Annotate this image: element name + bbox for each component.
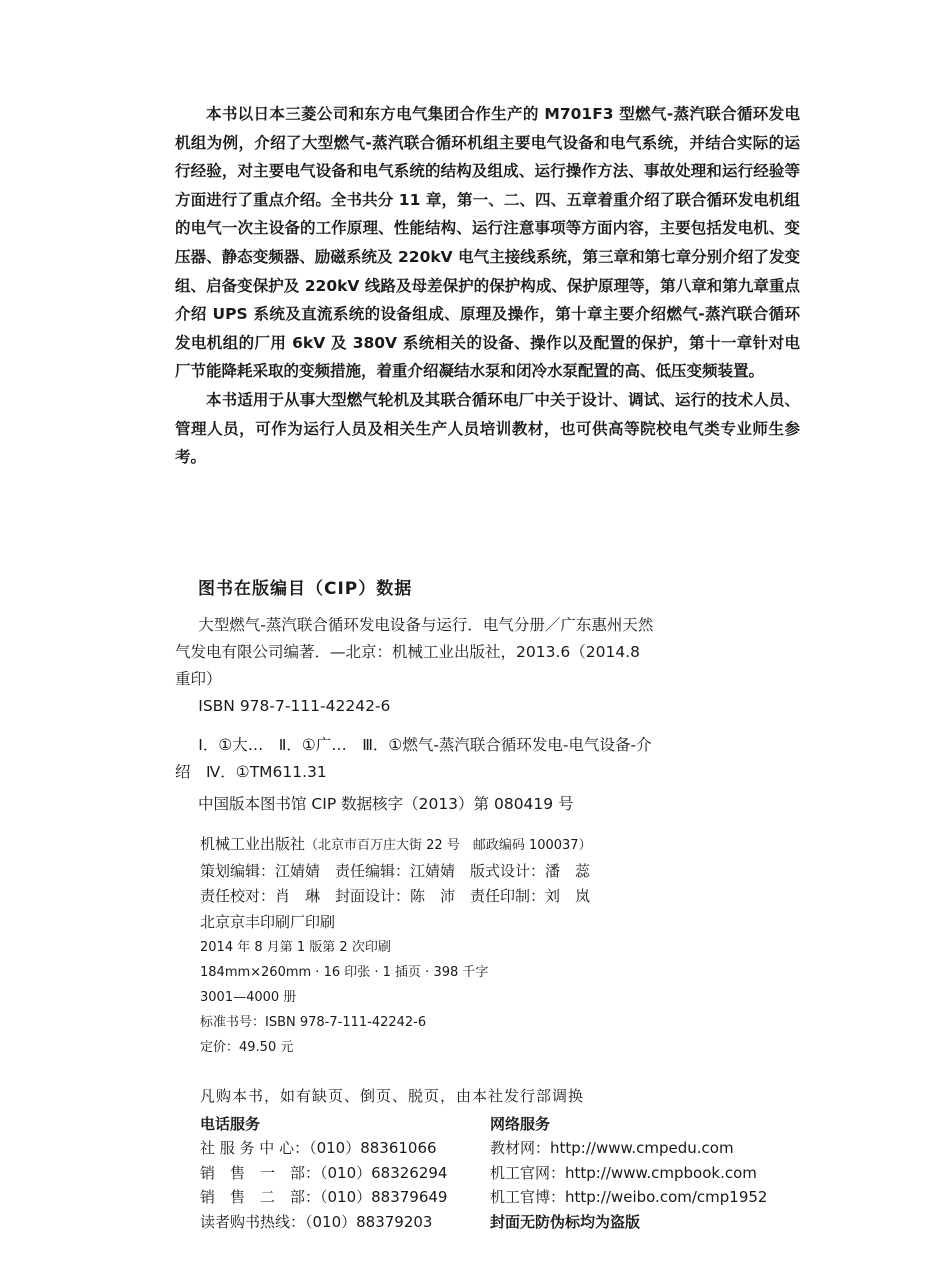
- cip-record-block: [175, 612, 655, 786]
- replacement-notice: 凡购本书，如有缺页、倒页、脱页，由本社发行部调换: [200, 1087, 585, 1105]
- service-info: [200, 1084, 840, 1234]
- copies-line: 3001—4000 册: [200, 990, 297, 1005]
- publisher-line: [200, 832, 760, 859]
- publisher-name: 机械工业出版社: [200, 835, 306, 853]
- cip-isbn: ISBN 978-7-111-42242-6: [198, 697, 391, 715]
- table-row: [200, 1185, 767, 1210]
- book-description: [175, 100, 800, 472]
- cip-record: 大型燃气-蒸汽联合循环发电设备与运行．电气分册／广东惠州天然气发电有限公司编著．—北京：机械工业出版社，2013.6（2014.8 重印）: [175, 616, 654, 688]
- service-header-row: [200, 1111, 767, 1136]
- price-line: 定价：49.50 元: [200, 1040, 294, 1055]
- printer-line: 北京京丰印刷厂印刷: [200, 912, 336, 931]
- publication-info: [200, 832, 760, 1060]
- phone-entry: 销 售 二 部：（010）88379649: [200, 1188, 448, 1207]
- proofing-line: 责任校对：肖 琳 封面设计：陈 沛 责任印制：刘 岚: [200, 887, 591, 905]
- phone-entry: 读者购书热线：（010）88379203: [200, 1212, 433, 1231]
- web-entry: 教材网：http://www.cmpedu.com: [490, 1139, 734, 1158]
- table-row: [200, 1209, 767, 1234]
- edition-line: 2014 年 8 月第 1 版第 2 次印刷: [200, 940, 391, 955]
- phone-entry: 销 售 一 部：（010）68326294: [200, 1163, 448, 1182]
- phone-service-heading: 电话服务: [200, 1114, 261, 1133]
- cip-classification: Ⅰ．①大… Ⅱ．①广… Ⅲ．①燃气-蒸汽联合循环发电-电气设备-介绍 Ⅳ．①TM611.31: [175, 736, 652, 781]
- description-paragraph-2: 本书适用于从事大型燃气轮机及其联合循环电厂中关于设计、调试、运行的技术人员、管理人员，可作为运行人员及相关生产人员培训教材，也可供高等院校电气类专业师生参考。: [175, 390, 800, 467]
- web-entry: 机工官网：http://www.cmpbook.com: [490, 1163, 757, 1182]
- table-row: [200, 1160, 767, 1185]
- anti-piracy-notice: 封面无防伪标均为盗版: [490, 1212, 641, 1231]
- phone-entry: 社 服 务 中 心：（010）88361066: [200, 1139, 437, 1158]
- standard-number-line: 标准书号：ISBN 978-7-111-42242-6: [200, 1015, 427, 1030]
- editors-line: 策划编辑：江婧婧 责任编辑：江婧婧 版式设计：潘 蕊: [200, 861, 591, 880]
- service-table: [200, 1111, 767, 1234]
- cip-heading: 图书在版编目（CIP）数据: [198, 579, 413, 599]
- cip-approval-number: 中国版本图书馆 CIP 数据核字（2013）第 080419 号: [198, 795, 574, 813]
- description-paragraph-1: 本书以日本三菱公司和东方电气集团合作生产的 M701F3 型燃气-蒸汽联合循环发电机组为例，介绍了大型燃气-蒸汽联合循环机组主要电气设备和电气系统，并结合实际的运行经验，对主要电气设备和电气系统的结构及组成、运行操作方法、事故处理和运行经验等方面进行了重点介绍。全书共分 11 章，第一、二、四、五章着重介绍了联合循环发电机组的电气一次主设备的工作原理、性能结构、运行注意事项等方面内容，主要包括发电机、变压器、静态变频器、励磁系统及 220kV 电气主接线系统，第三章和第七章分别介绍了发变组、启备变保护及 220kV 线路及母差保护的保护构成、保护原理等，第八章和第九章重点介绍 UPS 系统及直流系统的设备组成、原理及操作，第十章主要介绍燃气-蒸汽联合循环发电机组的厂用 6kV 及 380V 系统相关的设备、操作以及配置的保护，第十一章针对电厂节能降耗采取的变频措施，着重介绍凝结水泵和闭冷水泵配置的高、低压变频装置。: [175, 105, 800, 381]
- web-service-heading: 网络服务: [490, 1114, 551, 1133]
- table-row: [200, 1136, 767, 1161]
- web-entry: 机工官博：http://weibo.com/cmp1952: [490, 1188, 768, 1207]
- format-line: 184mm×260mm · 16 印张 · 1 插页 · 398 千字: [200, 965, 489, 980]
- publisher-address: （北京市百万庄大街 22 号 邮政编码 100037）: [305, 838, 592, 853]
